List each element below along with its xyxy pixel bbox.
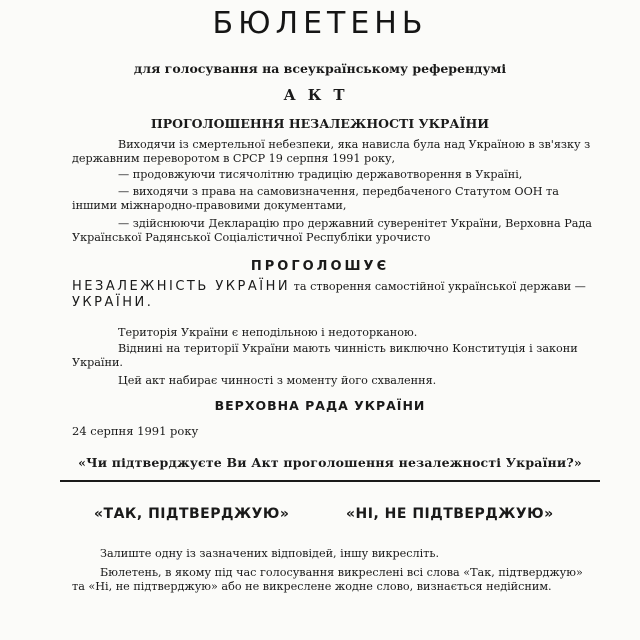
act-heading: АКТ: [283, 86, 357, 104]
option-no[interactable]: «НІ, НЕ ПІДТВЕРДЖУЮ»: [346, 506, 554, 522]
preamble-paragraph: Виходячи із смертельної небезпеки, яка нависла була над Україною в зв'язку з державним переворотом в СРСР 19 серпня 1991 року,: [72, 138, 591, 165]
instruction-keep-one: Залиште одну із зазначених відповідей, іншу викресліть.: [100, 547, 440, 560]
independence-statement: [72, 279, 592, 311]
clause-tradition: — продовжуючи тисячолітню традицію державотворення в Україні,: [118, 168, 523, 181]
proclaims-heading: ПРОГОЛОШУЄ: [250, 259, 390, 274]
instruction-invalid: Бюлетень, в якому під час голосування викреслені всі слова «Так, підтверджую» та «Ні, не підтверджую» або не викреслене жодне слово, визнається недійсним.: [72, 566, 583, 593]
constitution-line: Віднині на території України мають чинність виключно Конституція і закони України.: [72, 342, 578, 369]
independence-rest: та створення самостійної української держави —: [290, 280, 586, 293]
signatory: ВЕРХОВНА РАДА УКРАЇНИ: [214, 398, 426, 413]
clause-sovereignty: — здійснюючи Декларацію про державний суверенітет України, Верховна Рада Української Радянської Соціалістичної Республіки урочисто: [72, 217, 592, 244]
clause-self-determination: — виходячи з права на самовизначення, передбаченого Статутом ООН та іншими міжнародно-правовими документами,: [72, 185, 559, 212]
independence-caps: НЕЗАЛЕЖНІСТЬ УКРАЇНИ: [72, 279, 291, 294]
act-date: 24 серпня 1991 року: [72, 424, 199, 438]
territory-line: Територія України є неподільною і недоторканою.: [118, 326, 418, 339]
ballot-title: БЮЛЕТЕНЬ: [212, 6, 428, 41]
divider-line: [60, 480, 600, 482]
independence-end: УКРАЇНИ.: [72, 295, 154, 310]
option-yes[interactable]: «ТАК, ПІДТВЕРДЖУЮ»: [94, 506, 290, 522]
ballot-subtitle: для голосування на всеукраїнському референдумі: [133, 61, 507, 76]
referendum-question: «Чи підтверджуєте Ви Акт проголошення незалежності України?»: [78, 455, 582, 470]
effect-line: Цей акт набирає чинності з моменту його схвалення.: [118, 374, 437, 387]
act-subheading: ПРОГОЛОШЕННЯ НЕЗАЛЕЖНОСТІ УКРАЇНИ: [150, 116, 490, 131]
